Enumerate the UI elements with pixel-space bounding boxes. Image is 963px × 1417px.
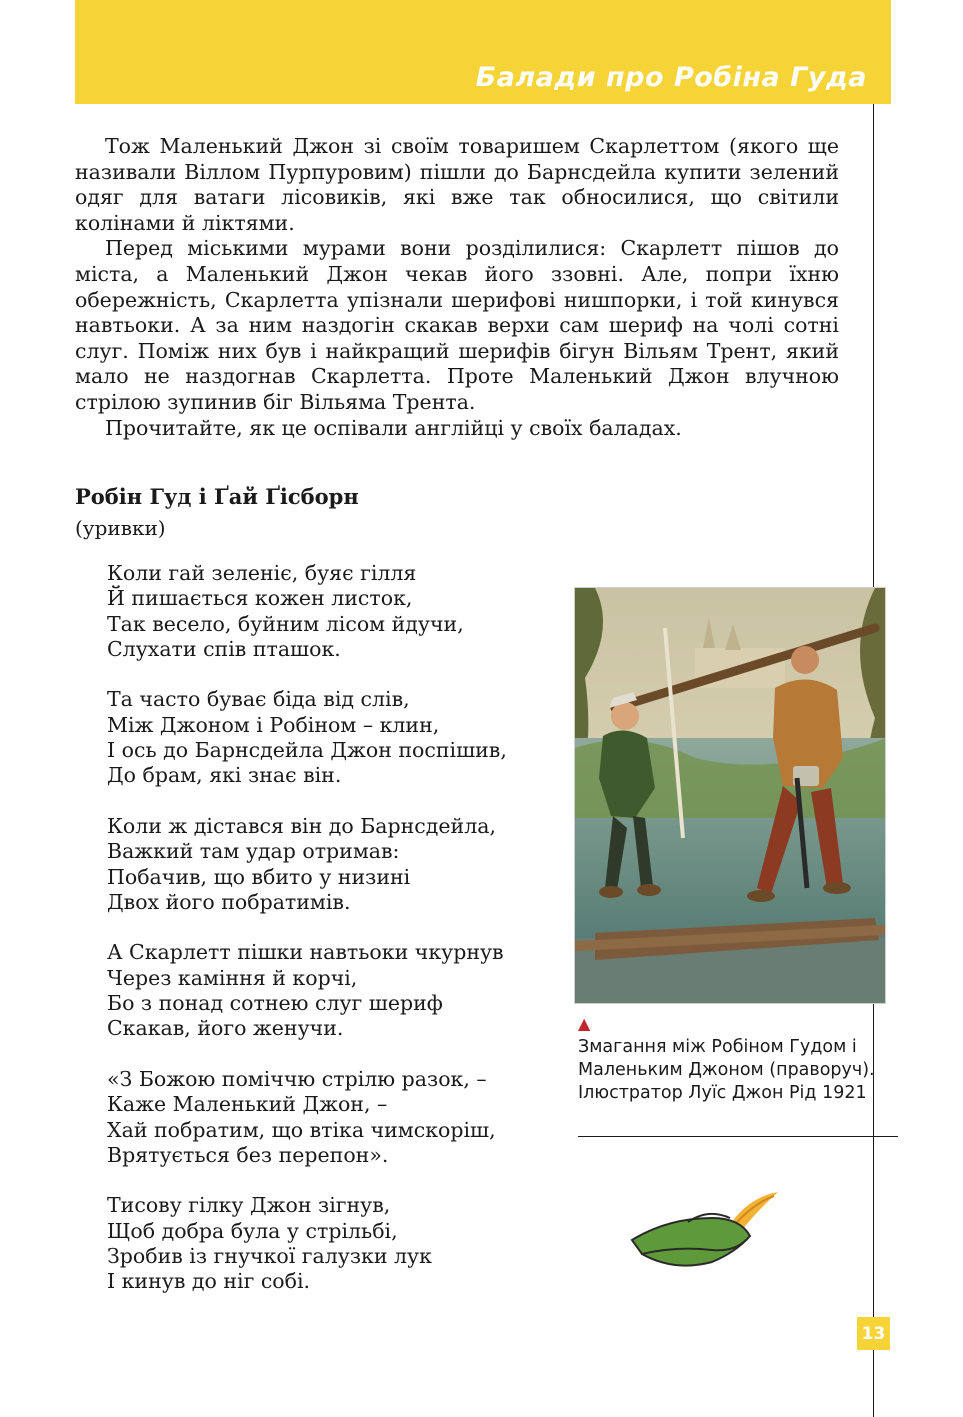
poem-line: Щоб добра була у стрільбі, bbox=[107, 1218, 398, 1243]
paragraph: Прочитайте, як це оспівали англійці у своїх баладах. bbox=[105, 415, 682, 440]
poem-line: Так весело, буйним лісом йдучи, bbox=[107, 611, 464, 636]
poem-line: Тисову гілку Джон зігнув, bbox=[107, 1193, 391, 1218]
page-number: 13 bbox=[857, 1317, 890, 1350]
poem-line: Двох його побратимів. bbox=[107, 889, 351, 914]
stanza bbox=[107, 561, 567, 662]
robin-hood-fight-illustration bbox=[575, 588, 886, 1004]
poem bbox=[107, 561, 567, 1320]
poem-line: Між Джоном і Робіном – клин, bbox=[107, 712, 440, 737]
caption-marker-icon: ▲ bbox=[578, 1014, 591, 1033]
poem-line: Скакав, його женучи. bbox=[107, 1016, 344, 1041]
poem-line: До брам, які знає він. bbox=[107, 763, 342, 788]
poem-subtitle: (уривки) bbox=[75, 516, 166, 540]
poem-line: Через каміння й корчі, bbox=[107, 965, 358, 990]
header-band bbox=[75, 0, 891, 104]
paragraph: Тож Маленький Джон зі своїм товаришем Скарлеттом (якого ще називали Віллом Пурпуровим) пішли до Барнсдейла купити зелений одяг для ватаги лісовиків, які вже так обносилися, що світили колінами й ліктями. bbox=[75, 134, 839, 235]
running-title: Балади про Робіна Гуда bbox=[475, 62, 867, 93]
poem-line: Зробив із гнучкої галузки лук bbox=[107, 1244, 432, 1269]
poem-line: І кинув до ніг собі. bbox=[107, 1269, 311, 1294]
poem-line: Та часто буває біда від слів, bbox=[107, 687, 410, 712]
poem-line: Хай побратим, що втіка чимскоріш, bbox=[107, 1117, 496, 1142]
stanza bbox=[107, 687, 567, 788]
poem-line: Каже Маленький Джон, – bbox=[107, 1092, 388, 1117]
stanza bbox=[107, 1067, 567, 1168]
figure-caption: Змагання між Робіном Гудом і Маленьким Джоном (праворуч). Ілюстратор Луїс Джон Рід 1921 bbox=[578, 1037, 875, 1103]
poem-line: А Скарлетт пішки навтьоки чкурнув bbox=[107, 940, 504, 965]
poem-line: Бо з понад сотнею слуг шериф bbox=[107, 991, 443, 1016]
poem-title: Робін Гуд і Ґай Ґісборн bbox=[75, 484, 359, 509]
prose-section bbox=[75, 134, 839, 441]
poem-line: Слухати спів пташок. bbox=[107, 636, 341, 661]
poem-line: Коли ж дістався він до Барнсдейла, bbox=[107, 813, 496, 838]
poem-line: «З Божою поміччю стрілю разок, – bbox=[107, 1066, 487, 1091]
stanza bbox=[107, 940, 567, 1041]
paragraph: Перед міськими мурами вони розділилися: Скарлетт пішов до міста, а Маленький Джон чекав його ззовні. Але, попри їхню обережність, Скарлетта упізнали шерифові нишпорки, і той кинувся навтьоки. А за ним наздогін скакав верхи сам шериф на чолі сотні слуг. Поміж них був і найкращий шерифів бігун Вільям Трент, який мало не наздогнав Скарлетта. Проте Маленький Джон влучною стрілою зупинив біг Вільяма Трента. bbox=[75, 236, 839, 414]
poem-line: Й пишається кожен листок, bbox=[107, 586, 413, 611]
stanza bbox=[107, 814, 567, 915]
poem-line: Побачив, що вбито у низині bbox=[107, 864, 411, 889]
poem-line: Врятується без перепон». bbox=[107, 1142, 389, 1167]
illustration bbox=[574, 587, 886, 1004]
poem-line: І ось до Барнсдейла Джон поспішив, bbox=[107, 738, 507, 763]
caption-divider bbox=[578, 1136, 898, 1137]
poem-line: Коли гай зеленіє, буяє гілля bbox=[107, 561, 417, 585]
stanza bbox=[107, 1193, 567, 1294]
feathered-hat-icon bbox=[628, 1188, 780, 1272]
poem-line: Важкий там удар отримав: bbox=[107, 839, 400, 864]
